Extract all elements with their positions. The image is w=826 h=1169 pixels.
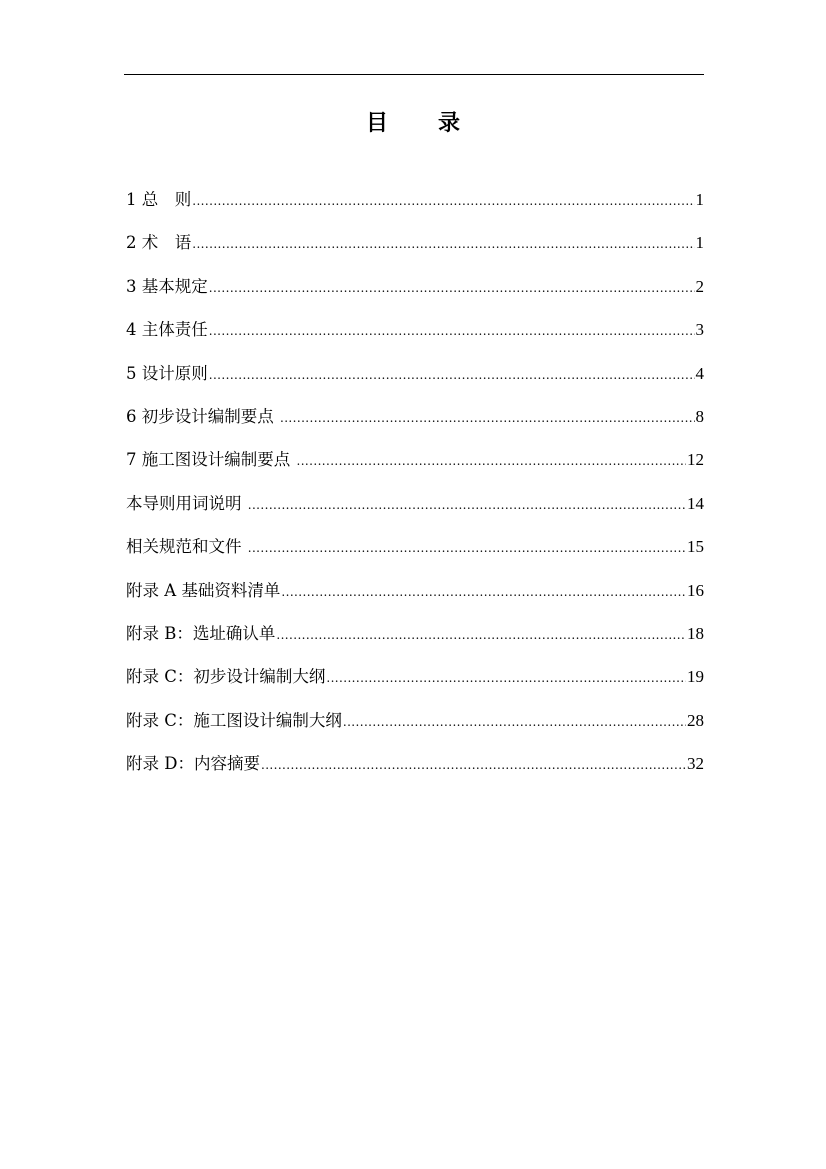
- toc-entry-label: 附录 D：内容摘要: [126, 754, 260, 774]
- toc-list: [126, 186, 704, 793]
- toc-dot-leader: [281, 578, 686, 606]
- toc-entry-4[interactable]: [126, 316, 704, 359]
- toc-dot-leader: [280, 404, 695, 432]
- toc-entry-9[interactable]: [126, 533, 704, 576]
- toc-dot-leader: [248, 491, 686, 519]
- toc-entry-page: 15: [687, 537, 704, 557]
- toc-entry-page: 32: [687, 754, 704, 774]
- toc-dot-leader: [343, 708, 686, 736]
- toc-dot-leader: [276, 621, 686, 649]
- toc-entry-12[interactable]: [126, 663, 704, 706]
- toc-entry-label: 7 施工图设计编制要点: [126, 450, 296, 470]
- toc-entry-page: 16: [687, 580, 704, 600]
- toc-entry-label: 本导则用词说明: [126, 493, 247, 513]
- toc-entry-page: 2: [695, 276, 704, 296]
- toc-entry-label: 1 总 则: [126, 190, 192, 209]
- toc-entry-8[interactable]: [126, 490, 704, 533]
- header-rule: [124, 74, 704, 75]
- toc-dot-leader: [192, 187, 694, 215]
- toc-dot-leader: [209, 274, 695, 302]
- toc-entry-7[interactable]: [126, 446, 704, 489]
- toc-entry-label: 附录 A 基础资料清单: [126, 580, 281, 600]
- toc-entry-11[interactable]: [126, 620, 704, 663]
- toc-entry-label: 2 术 语: [126, 233, 192, 253]
- toc-dot-leader: [261, 751, 686, 779]
- toc-entry-label: 4 主体责任: [126, 320, 208, 340]
- toc-entry-label: 附录 C：施工图设计编制大纲: [126, 710, 342, 730]
- toc-entry-14[interactable]: [126, 750, 704, 793]
- toc-entry-3[interactable]: [126, 273, 704, 316]
- toc-dot-leader: [297, 447, 687, 475]
- toc-entry-page: 3: [695, 320, 704, 340]
- toc-entry-page: 14: [687, 493, 704, 513]
- toc-dot-leader: [248, 534, 686, 562]
- toc-entry-label: 附录 C：初步设计编制大纲: [126, 667, 326, 687]
- toc-entry-10[interactable]: [126, 577, 704, 620]
- toc-entry-page: 1: [695, 190, 704, 209]
- toc-entry-6[interactable]: [126, 403, 704, 446]
- toc-dot-leader: [209, 317, 695, 345]
- toc-entry-5[interactable]: [126, 360, 704, 403]
- toc-entry-page: 18: [687, 623, 704, 643]
- toc-title: 目 录: [365, 110, 474, 136]
- toc-dot-leader: [326, 664, 686, 692]
- toc-entry-label: 相关规范和文件: [126, 537, 247, 557]
- toc-entry-page: 12: [687, 450, 704, 470]
- toc-entry-label: 5 设计原则: [126, 363, 208, 383]
- toc-entry-page: 8: [695, 406, 704, 426]
- toc-entry-2[interactable]: [126, 229, 704, 272]
- toc-entry-page: 28: [687, 710, 704, 730]
- toc-entry-page: 4: [695, 363, 704, 383]
- toc-entry-label: 3 基本规定: [126, 276, 208, 296]
- toc-entry-page: 19: [687, 667, 704, 687]
- toc-dot-leader: [209, 361, 695, 389]
- toc-dot-leader: [192, 230, 694, 258]
- toc-entry-page: 1: [695, 233, 704, 253]
- toc-entry-13[interactable]: [126, 707, 704, 750]
- toc-entry-label: 附录 B：选址确认单: [126, 623, 276, 643]
- toc-entry-1[interactable]: [126, 186, 704, 229]
- toc-entry-label: 6 初步设计编制要点: [126, 406, 279, 426]
